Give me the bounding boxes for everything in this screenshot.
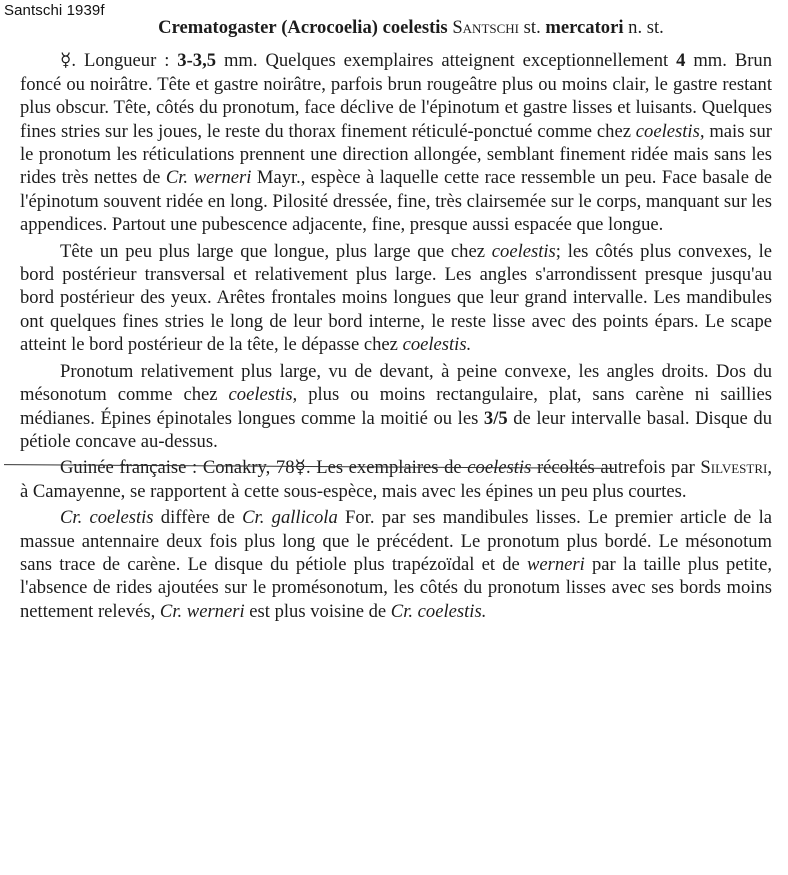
- length-value: 3-3,5: [177, 50, 217, 72]
- text-run: mais sur le pronotum les réticulations prennent une direction allongée, semblant finement ridée mais sans les rides très nettes de: [20, 120, 772, 189]
- new-taxon-name: mercatori: [545, 17, 624, 38]
- document-page: [20, 16, 772, 626]
- species-ref: Cr. werneri: [159, 600, 245, 622]
- paragraph-head: [20, 240, 772, 357]
- worker-symbol: ☿: [294, 457, 306, 479]
- species-ref: Cr. gallicola: [242, 507, 338, 529]
- length-max-value: 4: [676, 50, 686, 72]
- text-run: est plus voisine de: [244, 600, 391, 622]
- taxon-status: n. st.: [628, 17, 664, 38]
- species-ref: coelestis: [467, 457, 532, 479]
- text-run: ; les côtés plus convexes, le bord postérieur transversal et relativement plus large. Les angles s'arrondissent presque jusqu'au bord postérieur des yeux. Arêtes frontales moins longues que leur grand intervalle. Les mandibules ont quelques fines stries le long de leur bord interne, le reste lisse avec des points épars. Le scape atteint le bord postérieur de la tête, le dépasse chez: [20, 240, 772, 356]
- species-ref: coelestis.: [402, 334, 472, 356]
- species-ref: werneri: [526, 553, 585, 575]
- rank-label: st.: [523, 17, 541, 38]
- text-run: , à Camayenne, se rapportent à cette sous-espèce, mais avec les épines un peu plus courtes.: [20, 457, 772, 502]
- species-ref: Cr. werneri: [165, 167, 252, 189]
- text-run: par la taille plus petite, l'absence de rides ajoutées sur le promésonotum, les côtés du pronotum lisses avec ses bords moins nettement relevés,: [20, 553, 772, 622]
- text-run: récoltés autrefois par: [531, 457, 701, 479]
- text-run: diffère de: [153, 507, 243, 529]
- text-run: Tête un peu plus large que longue, plus large que chez: [60, 240, 492, 262]
- species-ref: Cr. coelestis.: [390, 600, 487, 622]
- species-ref: Cr. coelestis: [60, 507, 154, 529]
- text-run: Mayr., espèce à laquelle cette race ressemble un peu. Face basale de l'épinotum souvent ridée en long. Pilosité dressée, fine, très clairsemée sur le corps, manquant sur les appendices. Partout une pubescence adjacente, fine, presque aussi espacée que longue.: [20, 167, 773, 236]
- species-name: coelestis: [382, 17, 448, 38]
- paragraph-comparison: [20, 506, 772, 623]
- species-ref: coelestis,: [228, 384, 298, 406]
- text-run: . Les exemplaires de: [305, 457, 468, 479]
- text-run: de leur intervalle basal. Disque du pétiole concave au-dessus.: [20, 407, 772, 452]
- text-run: For. par ses mandibules lisses. Le premier article de la massue antennaire deux fois plus long que le précédent. Le pronotum plus bordé. Le mésonotum sans trace de carène. Le disque du pétiole plus trapézoïdal et de: [20, 507, 772, 575]
- text-run: mm. Quelques exemplaires atteignent exceptionnellement: [216, 50, 677, 72]
- author-name: Santschi: [452, 17, 520, 38]
- taxon-heading: [20, 16, 772, 39]
- paragraph-thorax: [20, 360, 772, 454]
- text-run: . Longueur :: [71, 50, 178, 72]
- subgenus-name: (Acrocoelia): [281, 17, 378, 38]
- species-ref: coelestis,: [635, 120, 705, 142]
- paragraph-locality: [20, 456, 772, 503]
- collector-name: Silvestri: [700, 457, 768, 479]
- text-run: mm. Brun foncé ou noirâtre. Tête et gastre noirâtre, parfois brun rougeâtre plus ou moins clair, le gastre restant plus obscur. Tête, côtés du pronotum, face déclive de l'épinotum et gastre lisses et luisants. Quelques fines stries sur les joues, le reste du thorax finement réticulé-ponctué comme chez: [20, 50, 773, 142]
- document-label: Santschi 1939f: [4, 2, 105, 19]
- text-run: Pronotum relativement plus large, vu de devant, à peine convexe, les angles droits. Dos du mésonotum comme chez: [20, 360, 772, 406]
- paragraph-description: [20, 49, 772, 236]
- text-run: plus ou moins rectangulaire, plat, sans carène ni saillies médianes. Épines épinotales longues comme la moitié ou les: [20, 384, 773, 429]
- specimen-count: 78: [275, 457, 295, 479]
- fraction-value: 3/5: [483, 407, 508, 429]
- genus-name: Crematogaster: [158, 17, 277, 38]
- text-run: Guinée française : Conakry,: [60, 457, 276, 479]
- species-ref: coelestis: [491, 240, 556, 262]
- worker-symbol: ☿: [60, 50, 72, 72]
